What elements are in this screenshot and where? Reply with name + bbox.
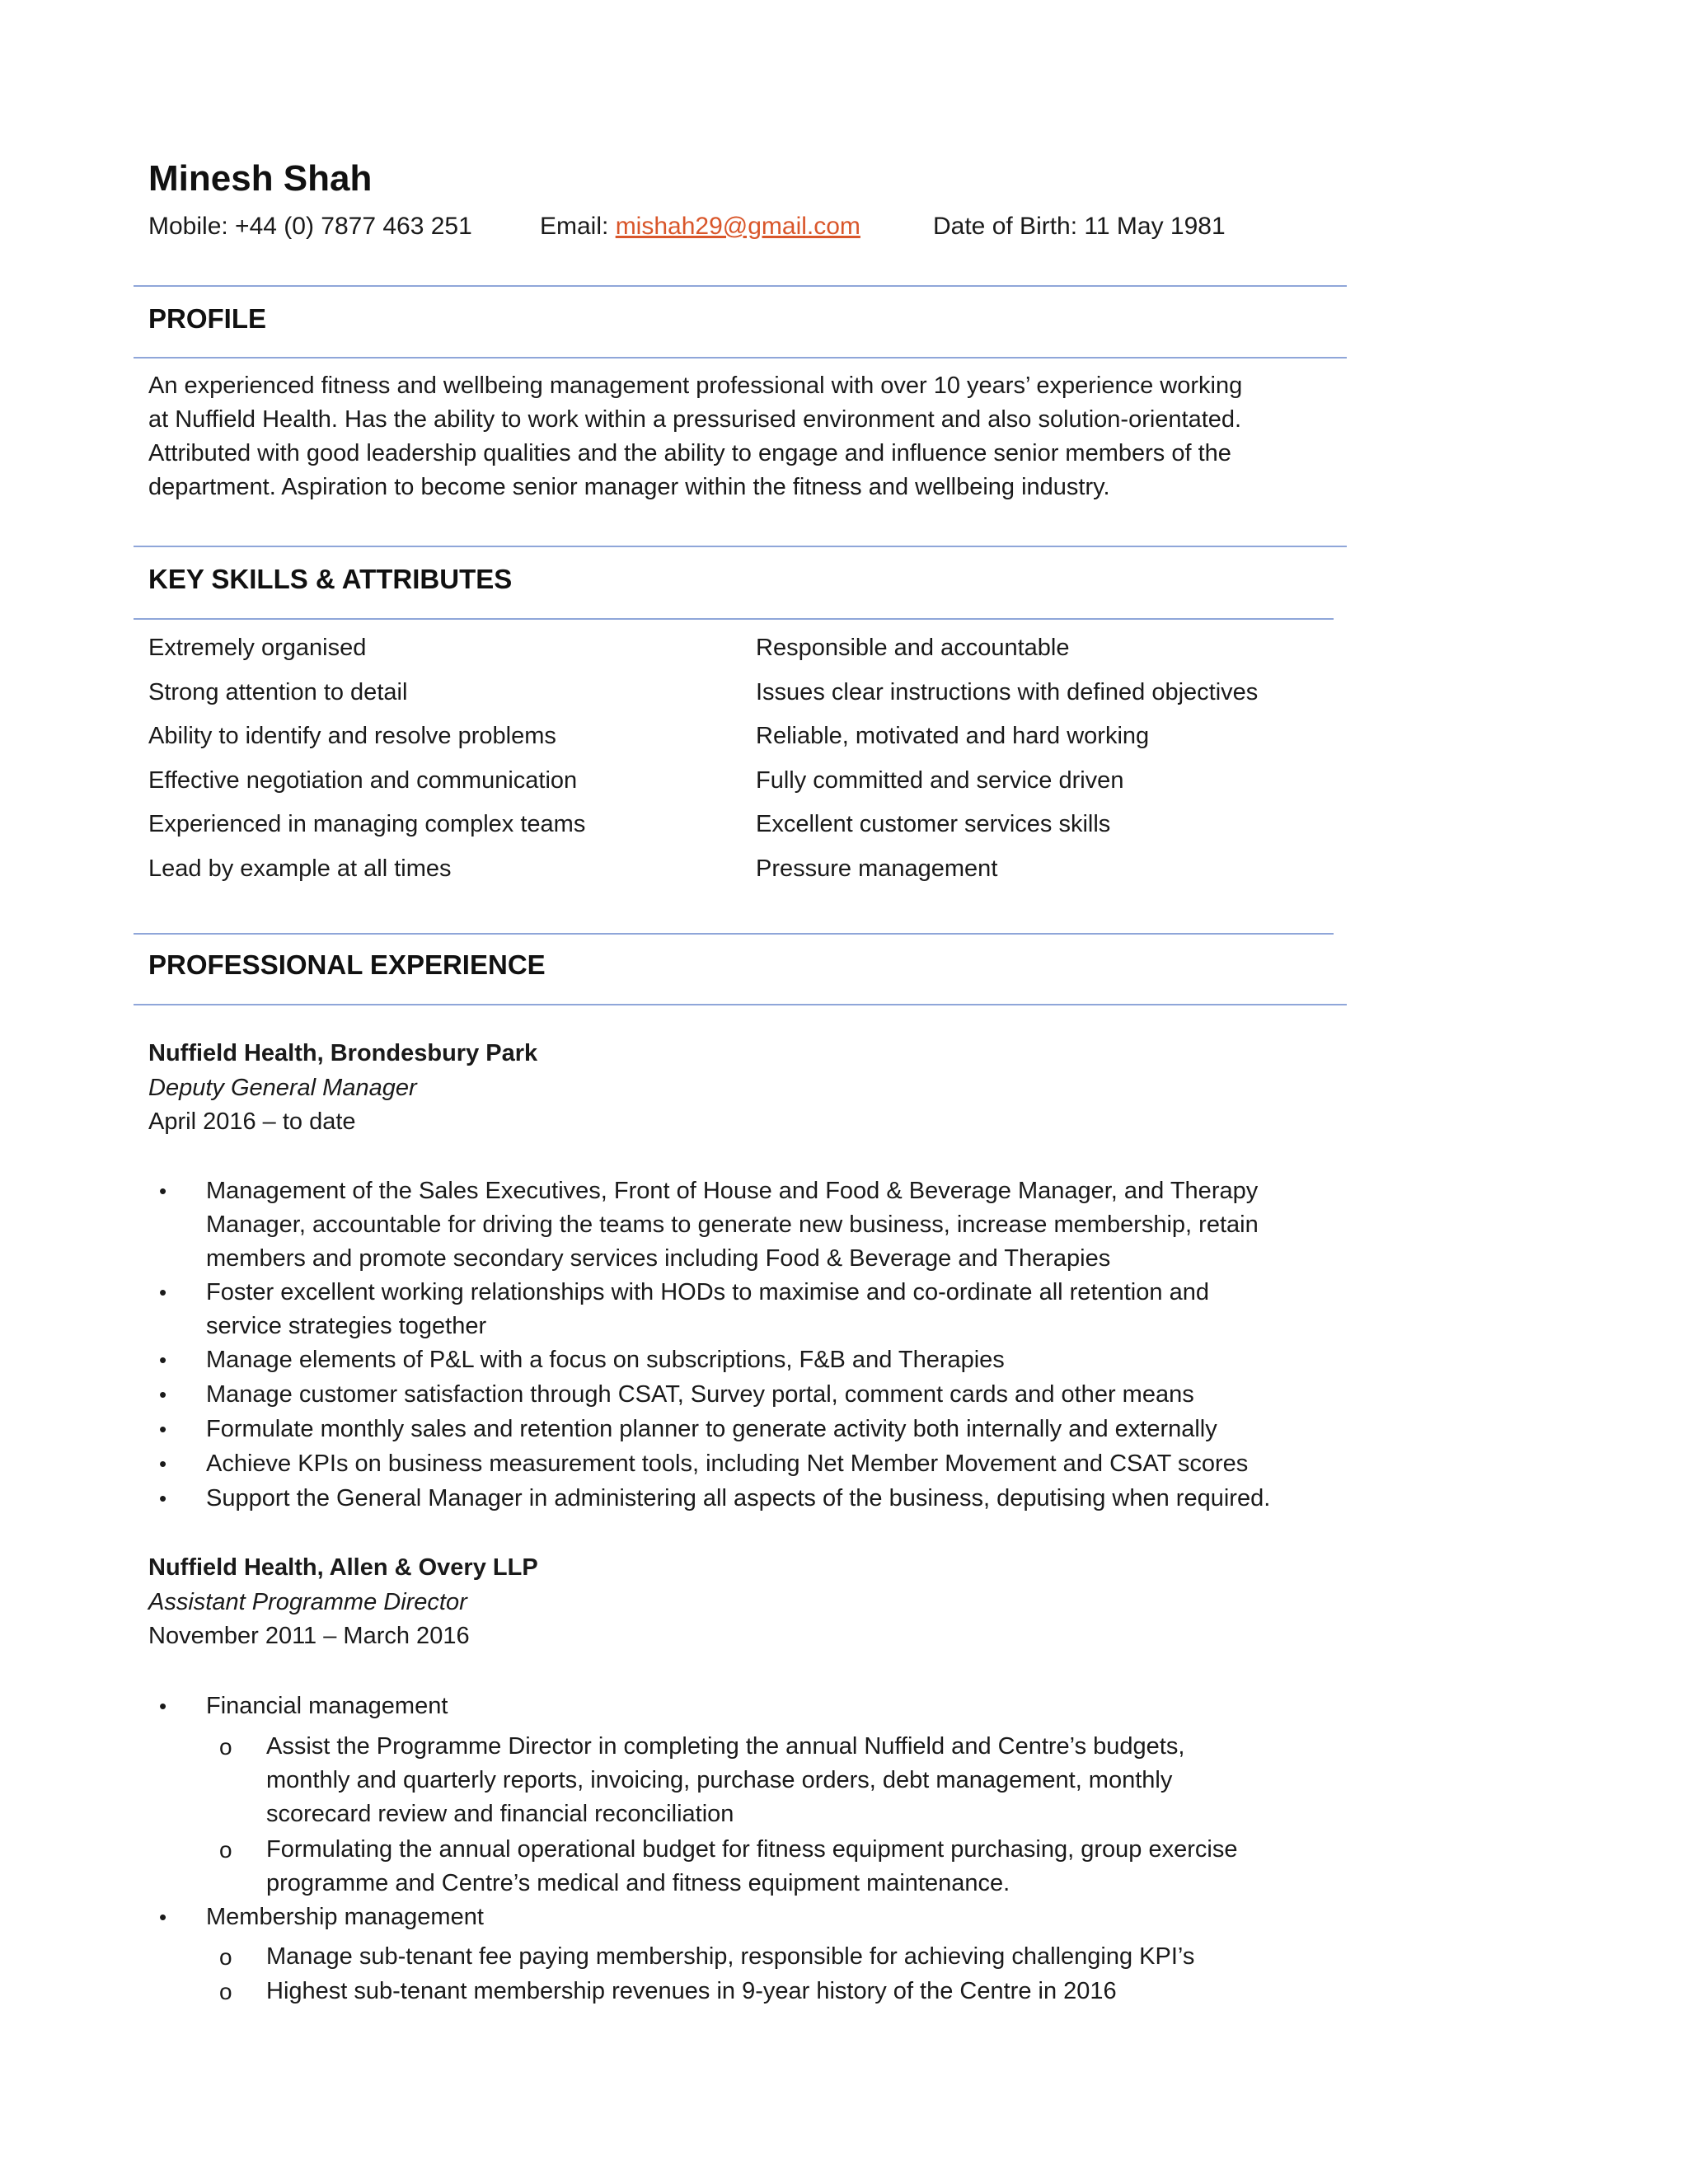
mobile-number: Mobile: +44 (0) 7877 463 251 [148,213,472,240]
skill-item: Excellent customer services skills [756,811,1111,837]
skill-item: Strong attention to detail [148,679,408,705]
experience-heading: PROFESSIONAL EXPERIENCE [148,949,546,980]
bullet-line: scorecard review and financial reconciliation [266,1801,734,1827]
bullet-marker: • [159,1486,167,1511]
bullet-line: Highest sub-tenant membership revenues in 9-year history of the Centre in 2016 [266,1978,1117,2004]
skill-item: Extremely organised [148,635,367,661]
bullet-marker: • [159,1347,167,1372]
skill-item: Effective negotiation and communication [148,767,578,794]
divider [134,1004,1347,1005]
bullet-item [206,1690,1376,1723]
candidate-name: Minesh Shah [148,158,373,199]
bullet-item [206,1276,1376,1343]
profile-heading: PROFILE [148,303,267,334]
divider [134,546,1347,547]
bullet-line: programme and Centre’s medical and fitness equipment maintenance. [266,1870,1010,1896]
bullet-item [206,1447,1376,1481]
sub-bullet-item [266,1975,1338,2008]
divider [134,618,1334,620]
bullet-line: Manage elements of P&L with a focus on subscriptions, F&B and Therapies [206,1347,1005,1373]
bullet-line: members and promote secondary services including Food & Beverage and Therapies [206,1245,1111,1272]
sub-bullet-item [266,1940,1338,1974]
skill-item: Ability to identify and resolve problems [148,723,556,749]
bullet-line: Formulating the annual operational budget for fitness equipment purchasing, group exercise [266,1836,1238,1863]
skill-item: Responsible and accountable [756,635,1070,661]
bullet-marker: • [159,1280,167,1305]
bullet-line: Achieve KPIs on business measurement tools, including Net Member Movement and CSAT scores [206,1451,1249,1477]
job-title: Assistant Programme Director [148,1589,467,1615]
bullet-marker: • [159,1451,167,1476]
bullet-item [206,1174,1376,1276]
bullet-line: Manager, accountable for driving the teams to generate new business, increase membership, retain [206,1212,1259,1238]
profile-line: Attributed with good leadership qualities and the ability to engage and influence senior members of the [148,440,1231,466]
bullet-marker: • [159,1905,167,1929]
sub-bullet-item [266,1833,1338,1900]
skill-item: Reliable, motivated and hard working [756,723,1150,749]
bullet-item [206,1900,1376,1934]
profile-line: An experienced fitness and wellbeing management professional with over 10 years’ experience working [148,373,1243,399]
bullet-item [206,1482,1376,1516]
email-line [540,213,860,241]
bullet-line: Formulate monthly sales and retention planner to generate activity both internally and externally [206,1416,1217,1442]
bullet-marker: • [159,1417,167,1441]
bullet-marker: • [159,1694,167,1718]
job-title: Deputy General Manager [148,1075,417,1101]
date-of-birth: Date of Birth: 11 May 1981 [933,213,1226,240]
bullet-item [206,1413,1376,1446]
job-employer: Nuffield Health, Brondesbury Park [148,1040,538,1066]
bullet-line: Foster excellent working relationships with HODs to maximise and co-ordinate all retention and [206,1279,1209,1305]
bullet-marker: • [159,1382,167,1407]
bullet-line: Manage sub-tenant fee paying membership, responsible for achieving challenging KPI’s [266,1943,1195,1970]
profile-line: at Nuffield Health. Has the ability to work within a pressurised environment and also solution-orientated. [148,406,1242,433]
divider [134,933,1334,935]
job-employer: Nuffield Health, Allen & Overy LLP [148,1554,538,1581]
profile-line: department. Aspiration to become senior manager within the fitness and wellbeing industry. [148,474,1110,500]
email-label: Email: [540,213,616,240]
skills-heading: KEY SKILLS & ATTRIBUTES [148,564,513,594]
skill-item: Issues clear instructions with defined objectives [756,679,1259,705]
sub-bullet-marker: o [219,1979,232,2004]
sub-bullet-marker: o [219,1837,232,1863]
bullet-line: Manage customer satisfaction through CSAT, Survey portal, comment cards and other means [206,1381,1194,1408]
bullet-line: Financial management [206,1693,448,1719]
skill-item: Pressure management [756,855,998,882]
sub-bullet-marker: o [219,1944,232,1970]
sub-bullet-marker: o [219,1734,232,1760]
bullet-item [206,1378,1376,1412]
sub-bullet-item [266,1730,1338,1831]
bullet-line: Membership management [206,1904,484,1930]
bullet-item [206,1343,1376,1377]
skill-item: Lead by example at all times [148,855,452,882]
bullet-line: Management of the Sales Executives, Front of House and Food & Beverage Manager, and Therapy [206,1178,1259,1204]
email-link[interactable]: mishah29@gmail.com [615,213,860,240]
job-dates: November 2011 – March 2016 [148,1623,470,1649]
bullet-line: service strategies together [206,1313,487,1339]
profile-text [148,369,1343,504]
skill-item: Fully committed and service driven [756,767,1124,794]
divider [134,357,1347,359]
skill-item: Experienced in managing complex teams [148,811,586,837]
bullet-marker: • [159,1179,167,1203]
bullet-line: Assist the Programme Director in completing the annual Nuffield and Centre’s budgets, [266,1733,1185,1760]
divider [134,285,1347,287]
bullet-line: Support the General Manager in administering all aspects of the business, deputising when required. [206,1485,1271,1511]
bullet-line: monthly and quarterly reports, invoicing, purchase orders, debt management, monthly [266,1767,1173,1793]
job-dates: April 2016 – to date [148,1108,356,1135]
